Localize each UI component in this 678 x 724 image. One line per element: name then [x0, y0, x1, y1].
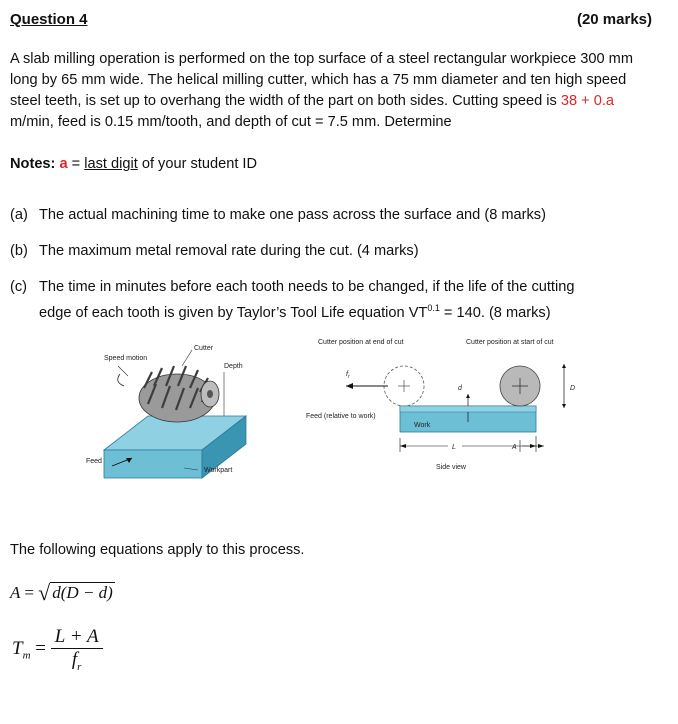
work-label: Work: [414, 422, 431, 429]
feed-relative-label: Feed (relative to work): [306, 413, 376, 420]
part-c-text-3: = 140. (8 marks): [439, 305, 551, 321]
workpart-label: Workpart: [204, 467, 233, 474]
part-b-label: (b): [10, 243, 28, 259]
start-cut-label: Cutter position at start of cut: [466, 339, 554, 346]
fr-symbol: f: [346, 371, 348, 378]
notes-line: [10, 156, 257, 172]
eq1-equals: =: [24, 583, 34, 602]
eq2-den-sub: r: [77, 660, 82, 673]
part-c-label: (c): [10, 279, 28, 295]
statement-text-2: m/min, feed is 0.15 mm/tooth, and depth of cut = 7.5 mm. Determine: [10, 114, 452, 130]
sqrt-symbol: √: [38, 580, 51, 605]
notes-rest: of your student ID: [137, 156, 258, 172]
part-a: [10, 205, 546, 226]
notes-last-digit: last digit: [84, 156, 138, 172]
eq2-den-f: f: [71, 649, 78, 670]
depth-label: Depth: [224, 363, 243, 370]
eq2-lhs: T: [12, 637, 23, 659]
part-a-text: The actual machining time to make one pass across the surface and (8 marks): [39, 207, 546, 223]
eq2-denominator: [51, 649, 103, 673]
part-b: [10, 241, 419, 262]
part-a-label: (a): [10, 207, 28, 223]
part-b-text: The maximum metal removal rate during the cut. (4 marks): [39, 243, 419, 259]
slab-milling-figure: [82, 332, 274, 488]
notes-label: Notes:: [10, 156, 56, 172]
speed-motion-arrow: [118, 374, 124, 386]
speed-motion-label: Speed motion: [104, 355, 148, 362]
part-c-text-2: edge of each tooth is given by Taylor’s Tool Life equation VT: [39, 305, 428, 321]
feed-label: Feed: [86, 458, 102, 465]
eq2-numerator: L + A: [51, 626, 103, 649]
end-cut-label: Cutter position at end of cut: [318, 339, 404, 346]
D-label: D: [570, 385, 576, 392]
cutter-label: Cutter: [194, 345, 214, 352]
eq2-fraction: [51, 626, 103, 673]
eq2-equals: =: [35, 637, 46, 659]
A-label: A: [512, 444, 517, 451]
eq1-lhs: A: [10, 583, 21, 602]
equation-approach-distance: [10, 580, 115, 606]
statement-text-1: A slab milling operation is performed on the top surface of a steel rectangular workpiece 300 mm long by 65 mm wide. The helical milling cutter, which has a 75 mm diameter and ten high speed steel teeth, is set up to overhang the width of the part on both sides. Cutting speed is: [10, 51, 633, 109]
notes-variable: a: [59, 156, 68, 172]
notes-equals: =: [67, 156, 85, 172]
eq2-lhs-sub: m: [22, 649, 31, 662]
equations-intro: The following equations apply to this process.: [10, 542, 305, 558]
question-marks: (20 marks): [576, 11, 652, 28]
equation-machining-time: [12, 626, 103, 673]
d-label: d: [458, 385, 462, 392]
problem-statement: [10, 49, 660, 133]
fr-label: [346, 371, 350, 380]
eq1-radicand: d(D − d): [52, 583, 113, 602]
cutting-speed-value: 38 + 0.a: [560, 93, 615, 109]
L-label: L: [452, 444, 456, 451]
taylor-exponent: 0.1: [427, 303, 440, 313]
side-view-label: Side view: [436, 464, 466, 471]
fr-subscript: r: [347, 374, 350, 380]
side-view-figure: [300, 332, 588, 482]
part-c-text: The time in minutes before each tooth needs to be changed, if the life of the cutting: [39, 279, 575, 295]
question-title: Question 4: [10, 11, 88, 28]
workpart-front-face: [104, 450, 202, 478]
part-c: [10, 277, 574, 324]
helical-cutter: [139, 366, 219, 422]
